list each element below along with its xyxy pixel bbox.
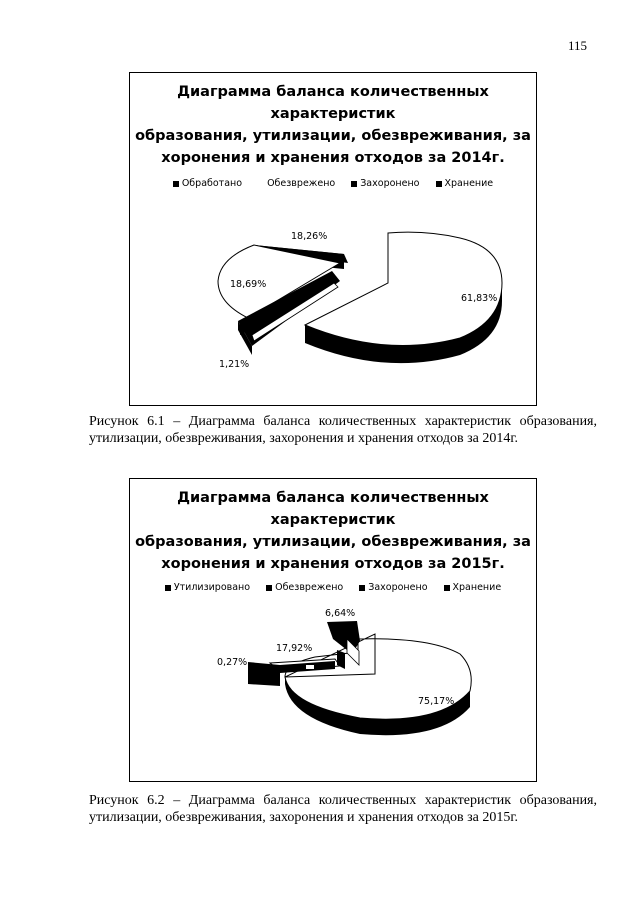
slice-label-obezvrezheno: 0,27% <box>217 657 248 668</box>
page-number: 115 <box>568 38 588 53</box>
slice-label-obrabotano: 61,83% <box>461 293 498 304</box>
legend-label: Захоронено <box>360 178 420 189</box>
pie-slice-3d-side <box>248 662 280 686</box>
figure-caption-1: Рисунок 6.1 – Диаграмма баланса количественных характеристик образования, утилизации, обезвреживания, захоронения и хранения отходов за 2014г. <box>89 414 597 446</box>
legend-label: Обработано <box>181 178 243 189</box>
chart-title-line: Диаграмма баланса количественных <box>177 490 489 506</box>
legend-label: Утилизировано <box>173 582 251 593</box>
legend-label: Обезврежено <box>267 178 336 189</box>
pie-chart-2015 <box>130 479 536 781</box>
slice-label-zahoroneno: 18,69% <box>230 279 267 290</box>
pie-chart-2014 <box>130 73 536 405</box>
chart-title-line: хоронения и хранения отходов за 2015г. <box>161 556 505 572</box>
slice-label-hranenie: 18,26% <box>291 231 328 242</box>
legend-label: Захоронено <box>368 582 428 593</box>
chart-2015 <box>129 478 537 782</box>
chart-title-line: характеристик <box>270 512 396 528</box>
chart-title-line: характеристик <box>270 106 396 122</box>
legend-label: Обезврежено <box>275 582 344 593</box>
chart-title-line: Диаграмма баланса количественных <box>177 84 489 100</box>
legend-label: Хранение <box>444 178 494 189</box>
slice-label-zahoroneno: 17,92% <box>276 643 313 654</box>
pie-slice <box>306 665 314 669</box>
chart-title-line: хоронения и хранения отходов за 2014г. <box>161 150 505 166</box>
slice-label-hranenie: 6,64% <box>325 608 356 619</box>
chart-2014 <box>129 72 537 406</box>
figure-caption-2: Рисунок 6.2 – Диаграмма баланса количественных характеристик образования, утилизации, обезвреживания, захоронения и хранения отходов за 2015г. <box>89 793 597 825</box>
legend-label: Хранение <box>452 582 502 593</box>
slice-label-utilizirovano: 75,17% <box>418 696 455 707</box>
slice-label-obezvrezheno: 1,21% <box>219 359 250 370</box>
chart-title-line: образования, утилизации, обезвреживания, за <box>135 534 531 550</box>
chart-title-line: образования, утилизации, обезвреживания, за <box>135 128 531 144</box>
